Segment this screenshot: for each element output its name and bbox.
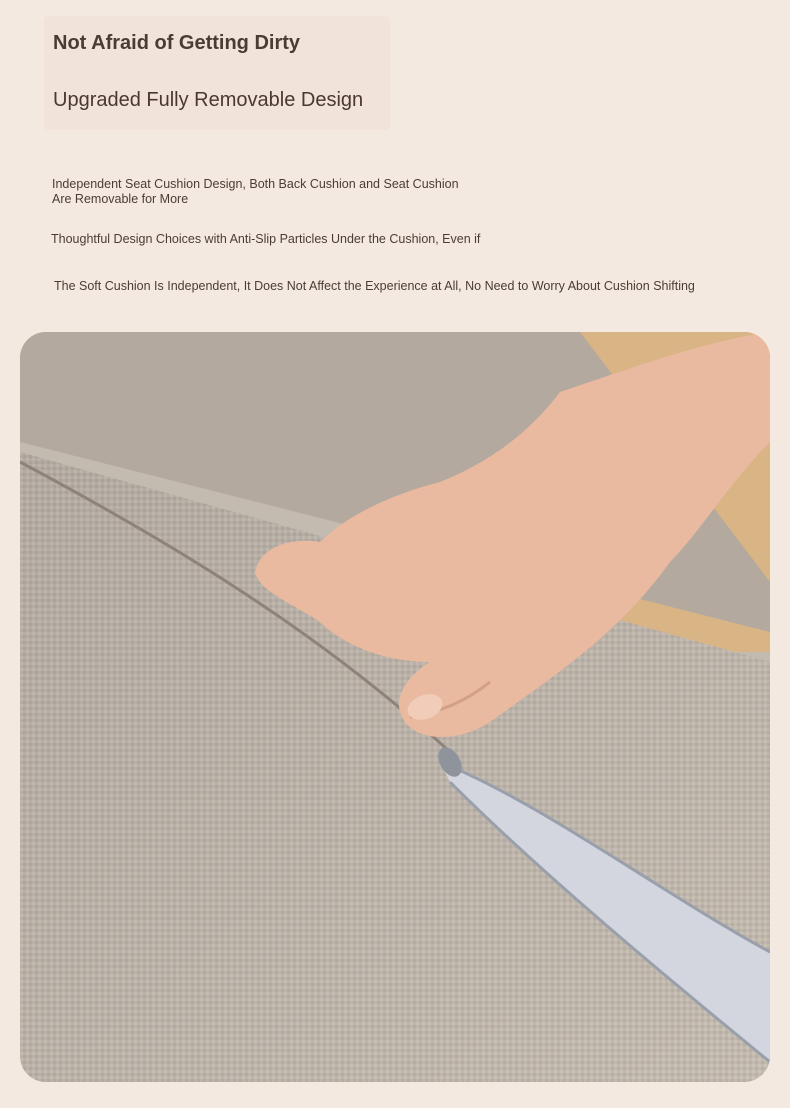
cushion-zipper-illustration <box>20 332 770 1082</box>
description-line-1: Independent Seat Cushion Design, Both Back Cushion and Seat Cushion <box>52 177 459 191</box>
page-subtitle: Upgraded Fully Removable Design <box>53 89 364 111</box>
description-line-3: Thoughtful Design Choices with Anti-Slip Particles Under the Cushion, Even if <box>51 232 481 246</box>
page-title: Not Afraid of Getting Dirty <box>53 32 301 54</box>
description-line-2: Are Removable for More <box>52 192 189 206</box>
description-line-4: The Soft Cushion Is Independent, It Does Not Affect the Experience at All, No Need to Worry About Cushion Shifting <box>54 279 695 293</box>
product-photo <box>20 332 770 1082</box>
